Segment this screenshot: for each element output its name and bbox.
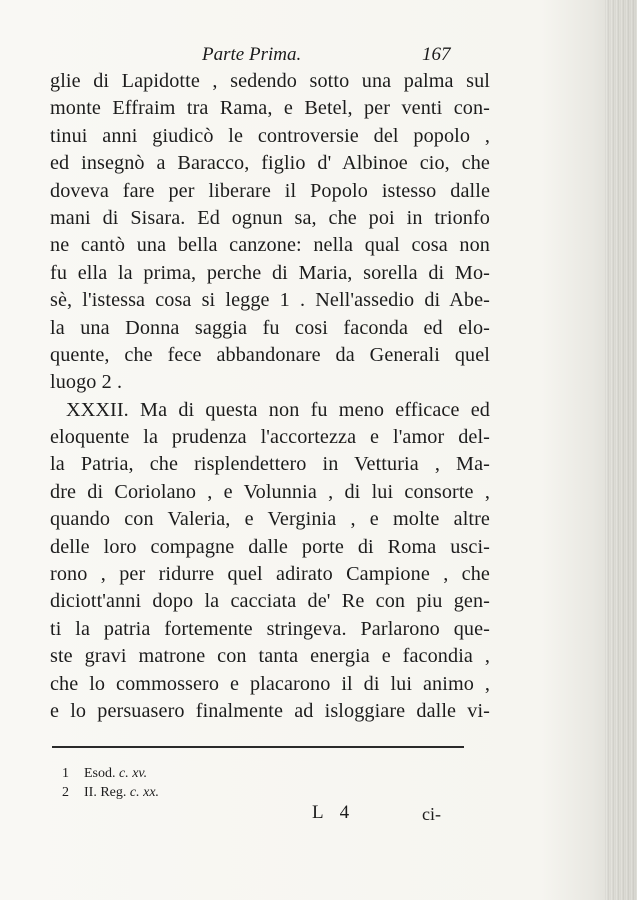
text-line: e lo persuasero finalmente ad isloggiare dalle vi- [50, 699, 490, 722]
footnotes [62, 764, 482, 802]
footnote [62, 783, 482, 802]
text-line: delle loro compagne dalle porte di Roma usci- [50, 535, 490, 558]
text-line: quando con Valeria, e Verginia , e molte altre [50, 508, 490, 531]
text-line: ne cantò una bella canzone: nella qual cosa non [50, 234, 490, 257]
page-edge-shadow [605, 0, 637, 900]
text-line: dre di Coriolano , e Volunnia , di lui consorte , [50, 480, 490, 503]
footnote-number: 2 [62, 785, 69, 800]
body-text [50, 68, 490, 725]
text-line: la Patria, che risplendettero in Vetturia , Ma- [50, 453, 490, 476]
text-line: diciott'anni dopo la cacciata de' Re con piu gen- [50, 590, 490, 613]
text-line: glie di Lapidotte , sedendo sotto una palma sul [50, 70, 490, 92]
text-line: che lo commossero e placarono il di lui animo , [50, 672, 490, 695]
running-title: Parte Prima. [202, 44, 302, 65]
text-line: luogo 2 . [50, 371, 123, 394]
footnote [62, 764, 482, 783]
footnote-text: II. Reg. [84, 785, 130, 800]
section-start-line: XXXII. Ma di questa non fu meno efficace ed [66, 398, 490, 421]
footnote-divider [52, 746, 464, 748]
page-number: 167 [422, 44, 451, 65]
footnote-text: Esod. [84, 766, 119, 781]
text-line: doveva fare per liberare il Popolo istesso dalle [50, 179, 490, 202]
text-line: monte Effraim tra Rama, e Betel, per venti con- [50, 97, 490, 120]
text-line: sè, l'istessa cosa si legge 1 . Nell'assedio di Abe- [50, 289, 490, 312]
catchword: ci- [422, 804, 441, 824]
footnote-number: 1 [62, 766, 69, 781]
text-line: fu ella la prima, perche di Maria, sorella di Mo- [50, 261, 490, 284]
text-line: eloquente la prudenza l'accortezza e l'amor del- [50, 426, 490, 449]
footnote-reference: c. xv. [119, 766, 148, 781]
text-line: mani di Sisara. Ed ognun sa, che poi in trionfo [50, 206, 490, 229]
footnote-reference: c. xx. [129, 785, 160, 800]
text-line: rono , per ridurre quel adirato Campione , che [50, 563, 490, 586]
text-line: ti la patria fortemente stringeva. Parlarono que- [50, 617, 490, 640]
text-line: tinui anni giudicò le controversie del popolo , [50, 124, 490, 147]
text-line: ste gravi matrone con tanta energia e facondia , [50, 645, 490, 668]
text-line: quente, che fece abbandonare da Generali quel [50, 343, 490, 366]
text-line: ed insegnò a Baracco, figlio d' Albinoe cio, che [50, 152, 490, 175]
text-line: la una Donna saggia fu cosi faconda ed elo- [50, 316, 490, 339]
signature-mark: L 4 [312, 802, 356, 823]
page-header [52, 44, 482, 70]
